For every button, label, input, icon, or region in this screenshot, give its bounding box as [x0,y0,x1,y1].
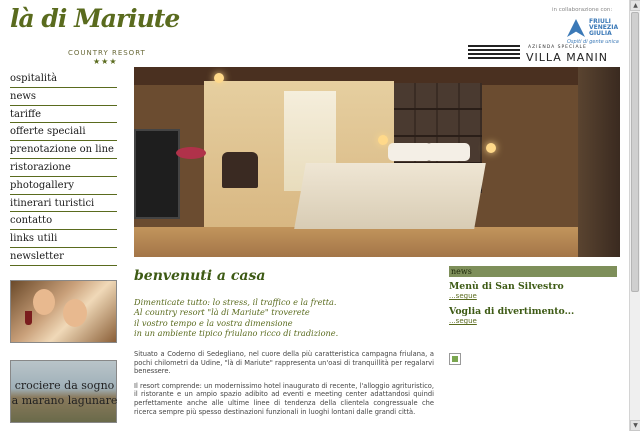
news-panel [449,266,617,331]
fvg-tagline: Ospiti di gente unica [567,39,619,45]
villa-manin-logo[interactable] [468,45,618,63]
vertical-scrollbar[interactable] [629,0,640,431]
fvg-logo[interactable] [567,19,619,45]
nav-item-links[interactable]: links utili [10,230,117,248]
cruise-line1: crociere da sogno [14,379,115,392]
body-text [134,350,434,422]
paragraph: Situato a Coderno di Sedegliano, nel cuore della più caratteristica campagna friulana, a pochi chilometri da Udine, "là di Mariute" rappresenta un'oasi di tranquillità per regalarvi benessere. [134,350,434,376]
scroll-down-icon[interactable]: ▼ [630,420,640,431]
nav-item-itinerari[interactable]: itinerari turistici [10,195,117,213]
nav-item-news[interactable]: news [10,88,117,106]
logo-subtitle: COUNTRY RESORT [68,49,146,57]
promo-wine-banner[interactable] [10,280,117,343]
scroll-thumb[interactable] [631,12,639,292]
news-more-link[interactable]: ...segue [449,292,477,300]
intro-line: Al country resort "là di Mariute" troverete [134,307,310,318]
broken-image-icon[interactable] [449,353,461,365]
intro-line: in un ambiente tipico friulano ricco di tradizione. [134,328,339,339]
intro-line: il vostro tempo e la vostra dimensione [134,317,293,328]
wine-glass-icon [25,311,32,325]
intro-line: Dimenticate tutto: lo stress, il traffico e la fretta. [134,297,337,307]
hero-room-photo [134,67,620,257]
nav-item-offerte[interactable]: offerte speciali [10,123,117,141]
nav-item-prenotazione[interactable]: prenotazione on line [10,141,117,159]
fvg-mark-icon [567,19,585,37]
nav-item-newsletter[interactable]: newsletter [10,248,117,266]
villa-manin-name: VILLA MANIN [526,51,609,64]
cruise-line2: a marano lagunare [11,394,118,407]
villa-manin-small: AZIENDA SPECIALE [528,45,587,50]
main-nav [10,70,117,266]
collaboration-label: in collaborazione con: [552,7,613,13]
intro-text [134,297,424,339]
fvg-name: FRIULI VENEZIA GIULIA [589,18,619,37]
page-title: benvenuti a casa [134,268,266,284]
promo-cruise-banner[interactable] [10,360,117,423]
news-title[interactable]: Voglia di divertimento... [449,306,575,317]
scroll-up-icon[interactable]: ▲ [630,0,640,11]
logo-text: là di Mariute [10,4,180,33]
person-image [33,289,55,315]
nav-item-ristorazione[interactable]: ristorazione [10,159,117,177]
news-more-link[interactable]: ...segue [449,317,477,325]
nav-item-photogallery[interactable]: photogallery [10,177,117,195]
news-header: news [449,266,617,277]
nav-item-tariffe[interactable]: tariffe [10,106,117,124]
nav-item-ospitalita[interactable]: ospitalità [10,70,117,88]
person-image [63,299,87,327]
rating-stars-icon: ★★★ [93,57,118,66]
villa-manin-mark-icon [468,45,520,61]
news-title[interactable]: Menù di San Silvestro [449,281,564,292]
paragraph: Il resort comprende: un modernissimo hotel inaugurato di recente, l'alloggio agrituristico, il ristorante e un ampio spazio adibito ad eventi e meeting center adattandosi quindi perfettamente anche alle ultime linee di tendenza della clientela congressuale che ricerca sempre più spesso destinazioni funzionali in luoghi lontani dalle grandi città. [134,381,434,416]
nav-item-contatto[interactable]: contatto [10,212,117,230]
resort-logo[interactable] [10,4,210,66]
